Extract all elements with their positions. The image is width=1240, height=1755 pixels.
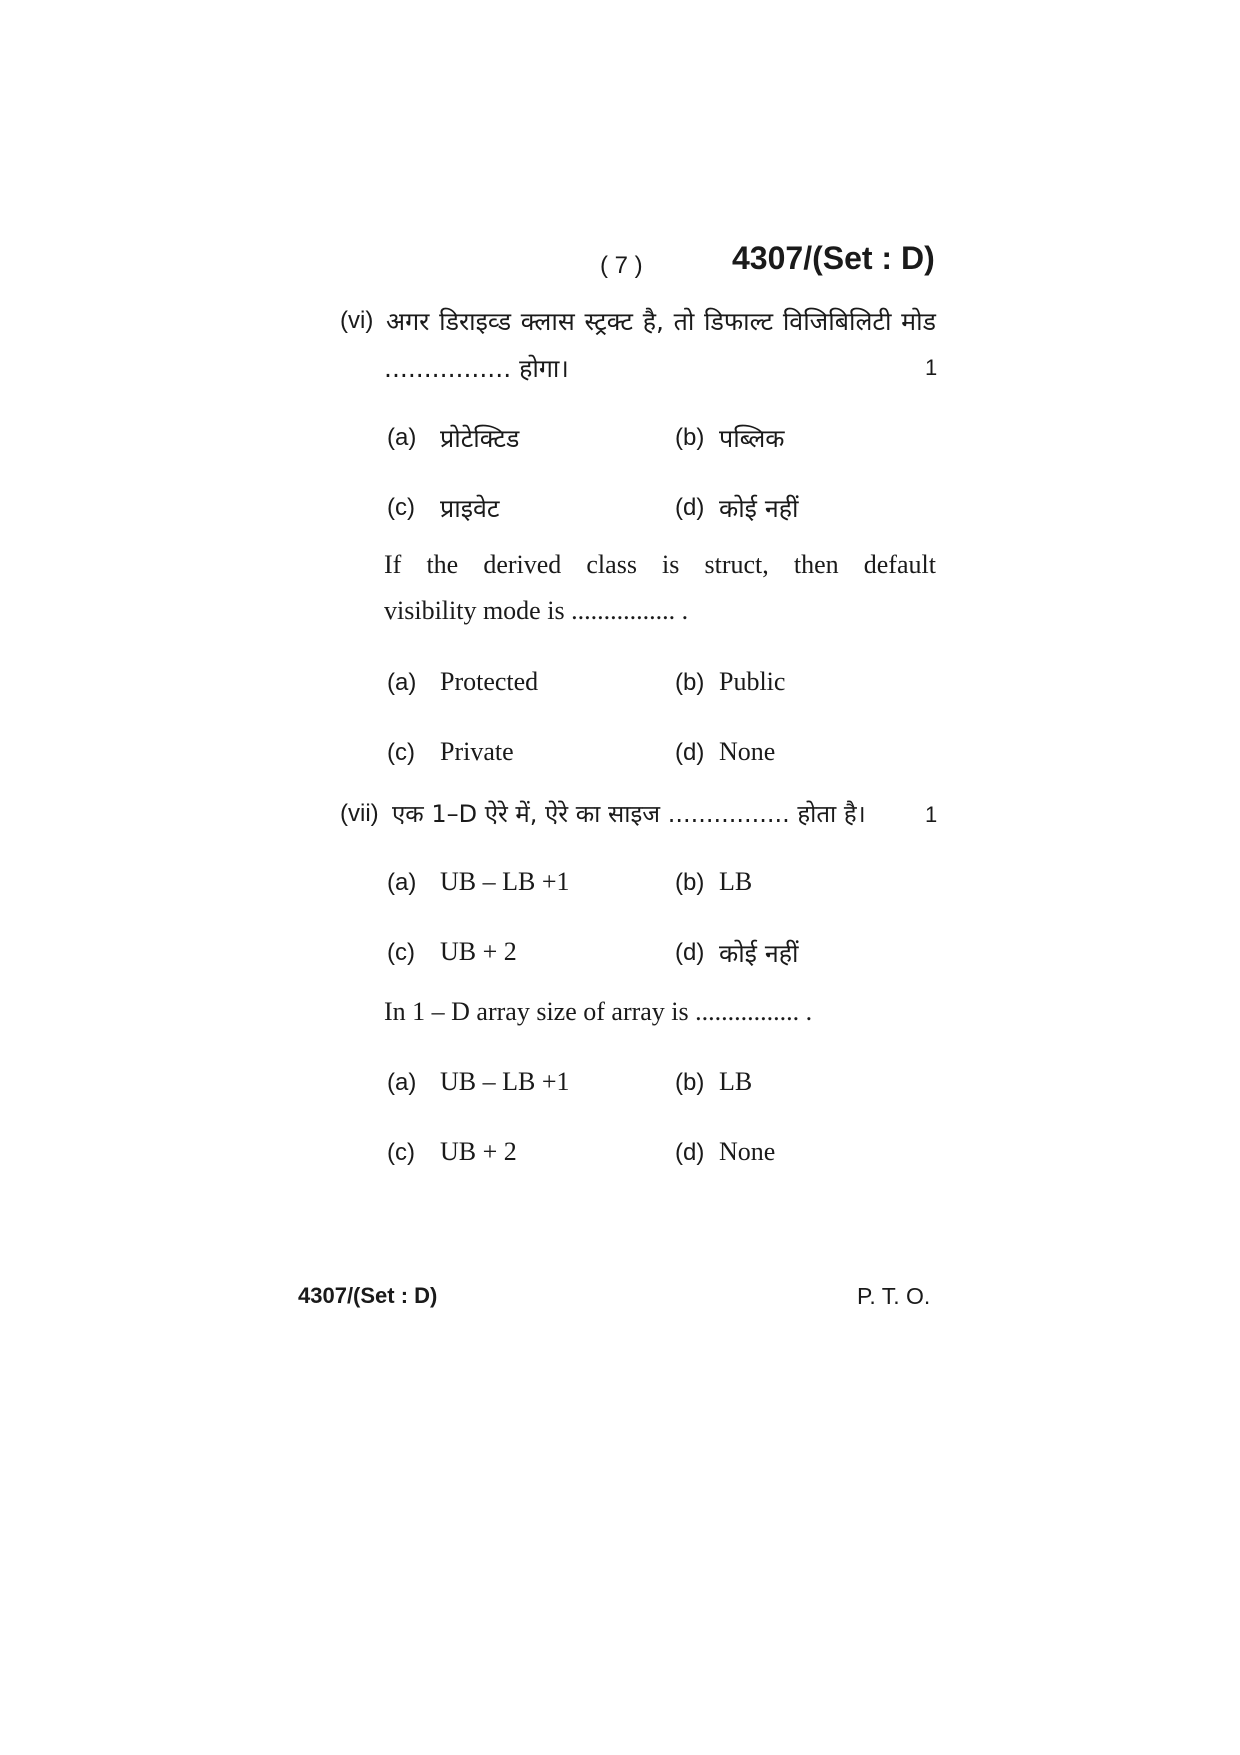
option-text: Protected <box>440 667 539 696</box>
page-number: ( 7 ) <box>600 252 643 279</box>
word: स्ट्रक्ट <box>584 307 633 336</box>
q7-hindi-text: एक 1–D ऐरे में, ऐरे का साइज ................ होता है। <box>392 800 866 828</box>
option-letter: (a) <box>387 669 417 696</box>
word: डिराइव्ड <box>439 307 512 336</box>
option-text: UB – LB +1 <box>440 1067 570 1096</box>
option-letter: (c) <box>387 739 415 766</box>
word: विजिबिलिटी <box>782 307 892 336</box>
q6-english-line-2: visibility mode is ................ . <box>384 596 689 625</box>
option-text: प्रोटेक्टिड <box>440 424 520 453</box>
q7-english-text: In 1 – D array size of array is ................ . <box>384 997 813 1026</box>
option-letter: (c) <box>387 494 415 521</box>
word: डिफाल्ट <box>704 307 774 336</box>
word: derived <box>483 550 562 579</box>
paper-code-footer: 4307/(Set : D) <box>298 1283 438 1308</box>
option-text: None <box>719 1137 776 1166</box>
word: है, <box>642 307 664 336</box>
word: is <box>662 550 680 579</box>
question-number-vii: (vii) <box>340 800 379 827</box>
option-letter: (a) <box>387 1069 417 1096</box>
option-letter: (a) <box>387 869 417 896</box>
word: struct, <box>704 550 769 579</box>
option-letter: (a) <box>387 424 417 451</box>
option-text: UB + 2 <box>440 937 517 966</box>
option-text: LB <box>719 1067 753 1096</box>
paper-code-header: 4307/(Set : D) <box>732 240 935 276</box>
q6-hindi-line-1 <box>386 304 936 338</box>
option-letter: (d) <box>675 1139 705 1166</box>
option-text: UB + 2 <box>440 1137 517 1166</box>
word: the <box>426 550 459 579</box>
q7-marks: 1 <box>925 802 938 827</box>
pto-label: P. T. O. <box>857 1283 931 1309</box>
option-letter: (b) <box>675 669 705 696</box>
option-letter: (d) <box>675 939 705 966</box>
q6-hindi-line-2: ................ होगा। <box>384 354 569 383</box>
word: default <box>863 550 936 579</box>
option-text: None <box>719 737 776 766</box>
option-text: Private <box>440 737 514 766</box>
option-text: UB – LB +1 <box>440 867 570 896</box>
option-letter: (b) <box>675 424 705 451</box>
word: class <box>586 550 637 579</box>
word: अगर <box>386 307 430 336</box>
word: then <box>793 550 839 579</box>
word: मोड <box>901 307 936 336</box>
option-text: कोई नहीं <box>719 494 799 523</box>
option-letter: (d) <box>675 739 705 766</box>
word: क्लास <box>520 307 575 336</box>
word: If <box>384 550 402 579</box>
option-text: पब्लिक <box>719 424 785 453</box>
option-text: कोई नहीं <box>719 939 799 968</box>
option-letter: (b) <box>675 1069 705 1096</box>
word: तो <box>673 307 695 336</box>
option-text: LB <box>719 867 753 896</box>
question-number-vi: (vi) <box>340 307 374 334</box>
q6-marks: 1 <box>925 355 938 380</box>
option-text: Public <box>719 667 786 696</box>
option-letter: (b) <box>675 869 705 896</box>
option-text: प्राइवेट <box>440 494 500 523</box>
option-letter: (d) <box>675 494 705 521</box>
q6-english-line-1 <box>384 550 936 580</box>
option-letter: (c) <box>387 939 415 966</box>
option-letter: (c) <box>387 1139 415 1166</box>
